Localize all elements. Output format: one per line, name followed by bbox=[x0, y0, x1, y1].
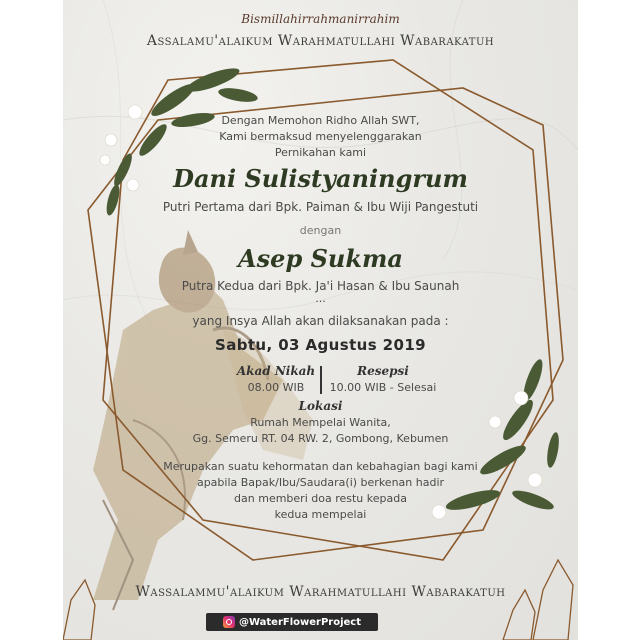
lokasi-line-1: Rumah Mempelai Wanita, bbox=[250, 416, 391, 429]
closing-line-4: kedua mempelai bbox=[274, 508, 367, 521]
intro-line-3: Pernikahan kami bbox=[274, 146, 367, 159]
akad-time: 08.00 WIB bbox=[247, 381, 305, 394]
event-intro: yang Insya Allah akan dilaksanakan pada : bbox=[192, 314, 449, 328]
salam-opening: Assalamu'alaikum Warahmatullahi Wabarakatuh bbox=[146, 33, 495, 49]
groom-name: Asep Sukma bbox=[238, 244, 403, 273]
connector-text: dengan bbox=[299, 224, 342, 237]
salam-closing: Wassalammu'alaikum Warahmatullahi Wabarakatuh bbox=[135, 584, 506, 600]
bismillah: Bismillahirrahmanirrahim bbox=[241, 12, 400, 26]
closing-line-2: apabila Bapak/Ibu/Saudara(i) berkenan hadir bbox=[196, 476, 445, 489]
akad-label: Akad Nikah bbox=[236, 364, 316, 378]
akad-block bbox=[231, 364, 321, 394]
instagram-handle: @WaterFlowerProject bbox=[238, 616, 362, 628]
closing-line-1: Merupakan suatu kehormatan dan kebahagian bagi kami bbox=[163, 460, 478, 473]
bride-parents: Putri Pertama dari Bpk. Paiman & Ibu Wiji Pangestuti bbox=[162, 200, 479, 214]
event-date: Sabtu, 03 Agustus 2019 bbox=[214, 336, 427, 354]
instagram-badge[interactable] bbox=[206, 613, 378, 631]
closing-line-3: dan memberi doa restu kepada bbox=[234, 492, 407, 505]
instagram-icon bbox=[223, 616, 235, 628]
lokasi-label: Lokasi bbox=[298, 399, 343, 413]
resepsi-label: Resepsi bbox=[357, 364, 409, 378]
resepsi-block bbox=[323, 364, 443, 394]
lokasi-line-2: Gg. Semeru RT. 04 RW. 2, Gombong, Kebumen bbox=[192, 432, 449, 445]
bride-name: Dani Sulistyaningrum bbox=[173, 164, 468, 193]
intro-line-2: Kami bermaksud menyelenggarakan bbox=[219, 130, 422, 143]
invitation-card bbox=[63, 0, 578, 640]
intro-line-1: Dengan Memohon Ridho Allah SWT, bbox=[221, 114, 420, 127]
groom-ellipsis: ... bbox=[315, 292, 326, 305]
schedule-divider bbox=[320, 366, 322, 394]
resepsi-time: 10.00 WIB - Selesai bbox=[329, 381, 437, 394]
groom-parents: Putra Kedua dari Bpk. Ja'i Hasan & Ibu Saunah bbox=[181, 279, 460, 293]
